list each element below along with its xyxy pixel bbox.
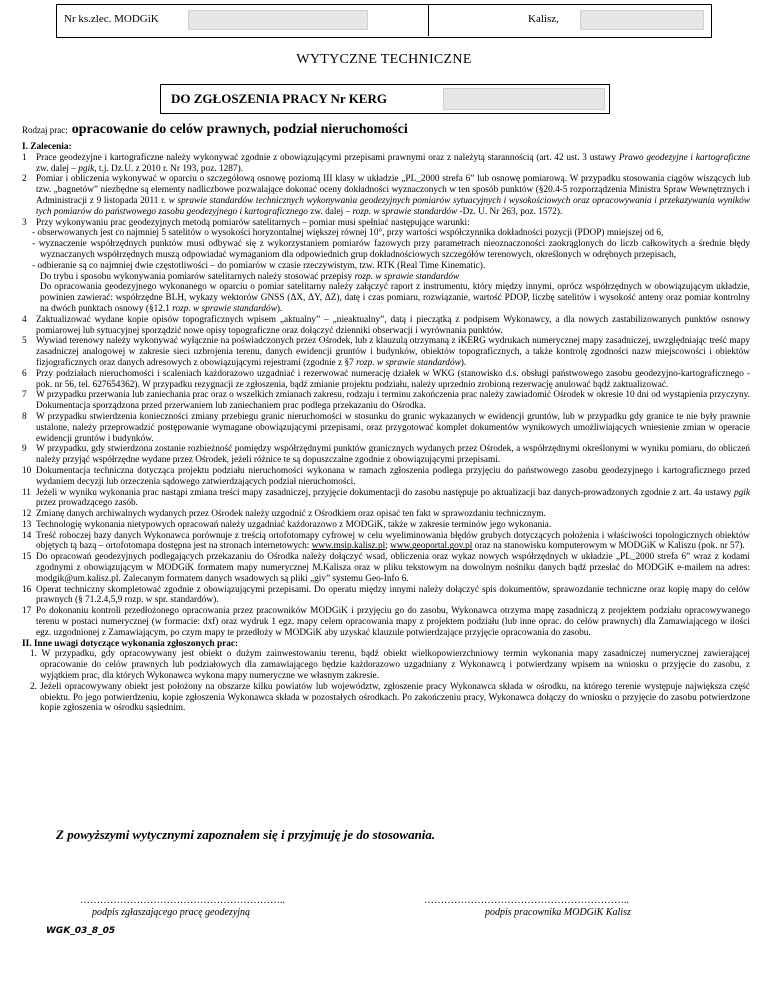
- text-run: W przypadku, gdy stwierdzona zostanie rozbieżność pomiędzy współrzędnymi punktów granicznych wydanych przez Ośrodek, a współrzędnymi określonymi w wyniku pomiaru, do obliczeń należy przyjąć współrzędne wydane przez Ośrodek, jeżeli różnice te są dopuszczalne zgodnie z obowiązującymi przepisami.: [36, 444, 750, 466]
- item-number: 17: [22, 606, 32, 617]
- item-3-paragraph: [22, 282, 750, 314]
- text-run: w sprawie standardów technicznych wykonywania geodezyjnych pomiarów sytuacyjnych i wysokościowych oraz opracowywania i przekazywania wyników tych pomiarów do państwowego zasobu geodezyjnego i kartograficznego: [36, 195, 750, 217]
- text-run: rozp. w sprawie standardów: [356, 357, 461, 368]
- guideline-item-9: [22, 444, 750, 466]
- text-run: pgik: [733, 487, 750, 498]
- guideline-item-2: [22, 174, 750, 217]
- text-run: W przypadku stwierdzenia konieczności zmiany przebiegu granic nieruchomości w stosunku do granic wykazanych w ewidencji gruntów, lub w przypadku gdy granice te nie były prawnie ustalone, należy przeprowadzić postępowanie wymagane obowiązującymi przepisami, oraz przygotować komplet dokumentów wynikowych umożliwiających wniesienie zmian w operacie ewidencji gruntów i budynków.: [36, 411, 750, 444]
- guideline-item-5: [22, 336, 750, 368]
- text-run: Operat techniczny skompletować zgodnie z obowiązującymi przepisami. Do operatu między innymi należy dołączyć spis dokumentów, sprawozdanie techniczne oraz kopię mapy do celów prawnych (§ 71.2.4,5,9 rozp. w spr. standardów).: [36, 584, 750, 606]
- guideline-item-8: [22, 412, 750, 444]
- text-run: Do trybu i sposobu wykonywania pomiarów satelitarnych należy stosować przepisy: [40, 271, 355, 282]
- section-1-heading: I. Zalecenia:: [22, 142, 72, 152]
- kerg-number-box: [160, 84, 610, 114]
- item-number: 4: [22, 314, 27, 325]
- item-number: 5: [22, 336, 27, 347]
- item-number: 3: [22, 217, 27, 228]
- acceptance-statement: Z powyższymi wytycznymi zapoznałem się i przyjmuję je do stosowania.: [56, 827, 436, 842]
- website-link[interactable]: www.msip.kalisz.pl: [311, 541, 386, 552]
- form-code: WGK_03_8_05: [46, 926, 116, 936]
- text-run: Prace geodezyjne i kartograficzne należy wykonywać zgodnie z obowiązującymi przepisami prawnymi oraz z należytą starannością (art. 42 ust. 3 ustawy: [36, 152, 619, 163]
- text-run: Do opracowania geodezyjnego wykonanego w oparciu o pomiar satelitarny należy załączyć raport z instrumentu, który między innymi, oprócz współrzędnych w obowiązującym układzie, powinien zawierać: współrzędne BLH, wykazy wektorów GNSS (ΔX, ΔY, ΔZ), datę i czas pomiaru, rozwiązanie, wartość PDOP, liczbę satelitów i wysokość anteny oraz pomiar kontrolny na dwóch punktach osnowy (§12.1: [40, 282, 750, 314]
- guideline-item-12: [22, 509, 750, 520]
- website-link[interactable]: www.geoportal.gov.pl: [390, 541, 473, 552]
- date-field[interactable]: [580, 10, 704, 30]
- guidelines-content: [22, 142, 750, 714]
- text-run: Zaktualizować wydane kopie opisów topograficznych wpisem „aktualny” – „nieaktualny”, datą i pieczątką z podpisem Wykonawcy, a dla nowych zastabilizowanych punktów osnowy pomiarowej lub sytuacyjnej sporządzić nowe opisy topograficzne oraz dołączyć dzienniki obserwacji i wyrównania punktów.: [36, 314, 750, 336]
- text-run: Dokumentacja techniczna dotycząca projektu podziału nieruchomości wykonana w ramach zgłoszenia podlega przyjęciu do państwowego zasobu geodezyjnego i kartograficznego przed wydaniem decyzji lub orzeczenia sądowego zatwierdzających podział nieruchomości.: [36, 465, 750, 487]
- text-run: Treść roboczej bazy danych Wykonawca porównuje z treścią ortofotomapy cyfrowej w celu wyeliminowania błędów grubych dotyczących położenia i właściwości topologicznych obiektów objętych tą bazą – ortofotomapa dostępna jest na stronach internetowych:: [36, 530, 750, 552]
- item-number: 6: [22, 368, 27, 379]
- item-3-paragraphs: [22, 272, 750, 315]
- work-type-row: [22, 120, 408, 138]
- signature-label-employee: podpis pracownika MODGiK Kalisz: [485, 907, 631, 918]
- signature-line-applicant[interactable]: ……………………………………………………..: [80, 895, 285, 906]
- text-run: - odbieranie są co najmniej dwie częstotliwości – do pomiarów w czasie rzeczywistym, tzw. RTK (Real Time Kinematic).: [32, 260, 486, 271]
- guideline-item-14: [22, 531, 750, 553]
- text-run: Zmianę danych archiwalnych wydanych przez Ośrodek należy uzgodnić z Ośrodkiem oraz opisać ten fakt w sprawozdaniu technicznym.: [36, 509, 546, 520]
- kerg-number-field[interactable]: [443, 88, 605, 110]
- order-number-field[interactable]: [188, 10, 368, 30]
- guideline-item-4: [22, 315, 750, 337]
- item-number: 13: [22, 519, 32, 530]
- subtitle: DO ZGŁOSZENIA PRACY Nr KERG: [171, 91, 387, 106]
- condition-line: [22, 239, 750, 261]
- guideline-item-17: [22, 606, 750, 638]
- item-number: 14: [22, 530, 32, 541]
- work-type-label: Rodzaj prac:: [22, 125, 68, 135]
- item-number: 11: [22, 487, 31, 498]
- text-run: - obserwowanych jest co najmniej 5 satelitów o wysokości horyzontalnej większej równej 10°, przy wartości współczynnika dokładności pozycji (PDOP) mniejszej od 6,: [32, 228, 664, 239]
- work-type-value: opracowanie do celów prawnych, podział nieruchomości: [71, 122, 408, 137]
- text-run: przez prowadzącego zasób.: [36, 498, 138, 509]
- city-date-label: Kalisz,: [528, 13, 559, 25]
- text-run: ;: [385, 541, 391, 552]
- item-number: 15: [22, 552, 32, 563]
- text-run: - wyznaczenie współrzędnych punktów musi odbywać się z wykorzystaniem pomiarów fazowych przy parametrach nieoznaczoności zaokrąglonych do liczb całkowitych a średnie błędy wyznaczanych współrzędnych muszą odpowiadać wymaganiom dla odpowiednich grup dokładnościowych szczegółów terenowych, określonych w odrębnych przepisach,: [32, 239, 750, 260]
- page-title: WYTYCZNE TECHNICZNE: [296, 52, 472, 67]
- item-number: 12: [22, 509, 32, 520]
- item-number: 9: [22, 444, 27, 455]
- text-run: oraz na stanowisku komputerowym w MODGiK w Kaliszu (pok. nr 57).: [472, 541, 745, 552]
- text-run: rozp. w sprawie standardów: [172, 303, 277, 314]
- signature-label-applicant: podpis zgłaszającego pracę geodezyjną: [92, 907, 251, 918]
- text-run: Prawo geodezyjne i kartograficzne: [618, 152, 750, 163]
- text-run: zw. dalej –: [36, 163, 79, 174]
- guideline-item-6: [22, 369, 750, 391]
- text-run: pgik,: [78, 163, 97, 174]
- item-3-conditions: [22, 228, 750, 271]
- remark-item: 2. Jeżeli opracowywany obiekt jest położony na obszarze kilku powiatów lub województw, zgłoszenie pracy Wykonawca składa w ośrodku, na którego terenie występuje największa część obiektu. Po jego potwierdzeniu, kopie zgłoszenia Wykonawca składa w pozostałych ośrodkach. Po zakończeniu pracy, Wykonawca dołączy do wniosku o przyjęcie do zasobu potwierdzone kopie zgłoszenia w ośrodku sąsiednim.: [30, 681, 750, 714]
- section-2-heading: II. Inne uwagi dotyczące wykonania zgłoszonych prac:: [22, 638, 239, 649]
- text-run: ).: [276, 303, 283, 314]
- text-run: Jeżeli w wyniku wykonania prac nastąpi zmiana treści mapy zasadniczej, przyjęcie dokumentacji do zasobu następuje po aktualizacji baz danych-prowadzonych zgodnie z art. 4a ustawy: [36, 487, 734, 498]
- guideline-item-10: [22, 466, 750, 488]
- text-run: ).: [460, 357, 467, 368]
- text-run: rozp. w sprawie standardów: [352, 206, 458, 217]
- guideline-item-13: [22, 520, 750, 531]
- item-number: 7: [22, 390, 27, 401]
- guideline-item-1: [22, 153, 750, 175]
- guideline-item-3: [22, 218, 750, 229]
- guideline-item-11: [22, 488, 750, 510]
- order-number-divider: [428, 4, 429, 36]
- text-run: Do opracowań geodezyjnych podlegających przekazaniu do Ośrodka należy dołączyć wsad, obliczenia oraz wykaz nowych współrzędnych w układzie „PL_2000 strefa 6” wraz z kodami zgodnymi z obowiązującym w MODGiK formatem mapy numerycznej M.Kalisza oraz w pliku tekstowym na dowolnym nośniku danych bądź przesłać do MODGiK e-mailem na adres: modgik@um.kalisz.pl. Zalecanym formatem danych wsadowych są pliki „giv” systemu Geo-Info 6.: [36, 552, 750, 584]
- text-run: Technologię wykonania nietypowych opracowań należy uzgadniać każdorazowo z MODGiK, także w zakresie terminów jego wykonania.: [36, 519, 552, 530]
- guideline-item-16: [22, 585, 750, 607]
- item-number: 2: [22, 174, 27, 185]
- guideline-item-7: [22, 390, 750, 412]
- text-run: rozp. w sprawie standardów: [354, 271, 460, 282]
- item-3-paragraph: [22, 272, 750, 283]
- condition-line: [22, 228, 750, 239]
- section-1-items-b: [22, 315, 750, 639]
- condition-line: [22, 261, 750, 272]
- text-run: Pomiar i obliczenia wykonywać w oparciu o szczegółową osnowę poziomą III klasy w układzie „PL_2000 strefa 6” lub osnowę pomiarową. W przypadku stosowania ciągów wiszących lub tzw. „bagnetów” niezbędne są elementy nadliczbowe pozwalające dokonać oceny dokładności wyznaczonych w ten sposób punktów (§20.4-5 rozporządzenia Ministra Spraw Wewnętrznych i Administracji z 9 listopada 2011 r.: [36, 174, 750, 206]
- item-number: 1: [22, 152, 27, 163]
- section-2-items: [22, 649, 750, 714]
- text-run: t.j. Dz.U. z 2010 r. Nr 193, poz. 1287).: [96, 163, 243, 174]
- guideline-item-15: [22, 552, 750, 584]
- item-number: 10: [22, 465, 32, 476]
- text-run: Przy wykonywaniu prac geodezyjnych metodą pomiarów satelitarnych – pomiar musi spełniać następujące warunki:: [36, 217, 470, 228]
- text-run: -Dz. U. Nr 263, poz. 1572).: [457, 206, 563, 217]
- text-run: Po dokonaniu kontroli przedłożonego opracowania przez pracowników MODGiK i przyjęciu go do zasobu, Wykonawca otrzyma mapę zasadniczą z projektem podziału opracowywanego terenu w postaci numerycznej (w formacie: dxf) oraz wydruk 1 egz. mapy celem opracowania mapy z projektem podziału (lub inne oprac. do celów prawnych) dla Zamawiającego w ilości egz. uzgodnionej z Zamawiającym, po czym mapy te przedłoży w MODGiK aby uzyskać klauzule potwierdzające przyjęcie opracowania do zasobu.: [36, 606, 750, 638]
- text-run: zw. dalej –: [307, 206, 353, 217]
- item-number: 8: [22, 411, 27, 422]
- text-run: W przypadku przerwania lub zaniechania prac oraz o wszelkich zmianach zakresu, rodzaju i terminu zakończenia prac należy zawiadomić Ośrodek w okresie 10 dni od wystąpienia przyczyny. Dokumentacja sporządzona przed przerwaniem lub zaniechaniem prac podlega przekazaniu do Ośrodka.: [36, 390, 750, 412]
- signature-line-employee[interactable]: ……………………………………………………..: [424, 895, 629, 906]
- section-1-items-a: [22, 153, 750, 229]
- text-run: Przy podziałach nieruchomości i scaleniach każdorazowo uzgadniać i rezerwować numerację działek w WKG (stanowisko d.s. obsługi państwowego zasobu geodezyjno-kartograficznego - pok. nr 56, tel. 627654362). W przypadku rezygnacji ze zgłoszenia, bądź zmianie projektu podziału, należy uprzednio zrobioną rezerwację anulować bądź zaktualizować.: [36, 368, 750, 390]
- order-number-label: Nr ks.zlec. MODGiK: [64, 13, 159, 25]
- item-number: 16: [22, 584, 32, 595]
- remark-item: 1. W przypadku, gdy opracowywany jest obiekt o dużym zainwestowaniu terenu, bądź obiekt wielkopowierzchniowy termin wykonania mapy zasadniczej numerycznej zawierającej opracowanie do celów prawnych lub podziałowych dla zamawiającego będzie każdorazowo uzgadniany z Wykonawcą i potwierdzany wpisem na wniosku o przyjęcie do zasobu, z wyjątkiem prac, dla których Wykonawca wykona mapy numeryczne we własnym zakresie.: [30, 649, 750, 682]
- text-run: Wywiad terenowy należy wykonywać wyłącznie na poświadczonych przez Ośrodek, lub z klauzulą otrzymaną z iKERG wydrukach numerycznej mapy zasadniczej, uwzględniając treść mapy zasadniczej analogowej w zakresie sieci uzbrojenia terenu, danych ewidencji gruntów i budynków, obiektów topograficznych, a także kontrolę zgodności nazw miejscowości i obiektów fizjograficznych oraz danych adresowych z obowiązującymi rejestrami (zgodnie z §7: [36, 336, 750, 368]
